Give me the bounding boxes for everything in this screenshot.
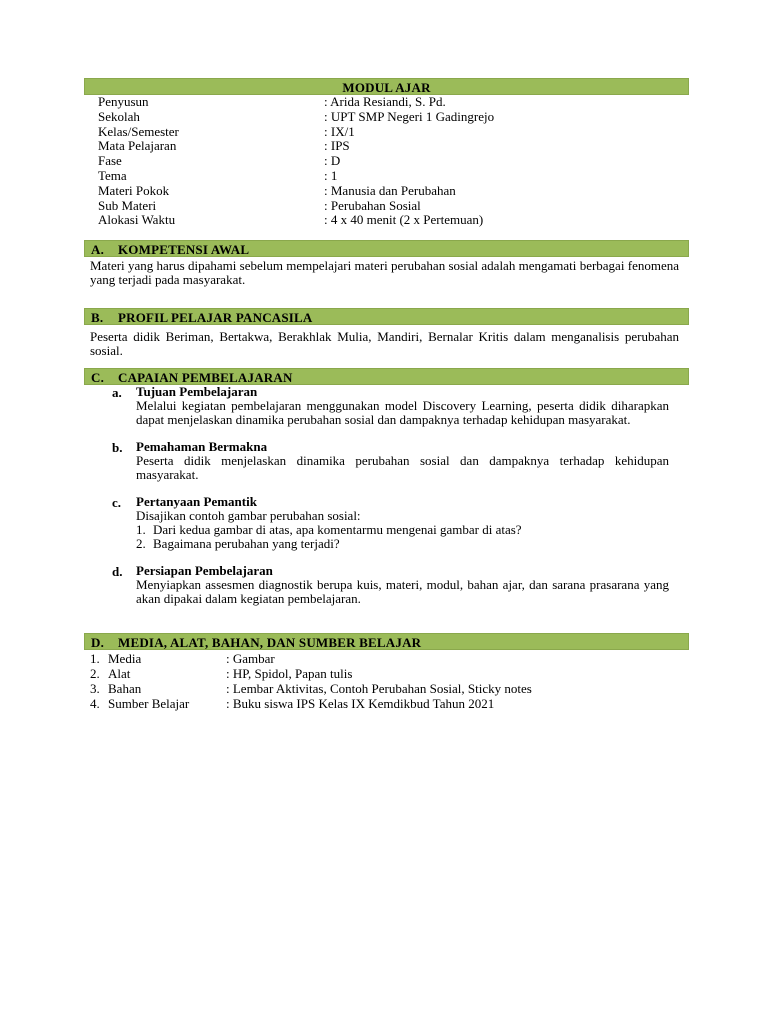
question-number: 1. <box>136 522 146 538</box>
info-row <box>98 169 689 184</box>
info-row <box>98 213 689 228</box>
item-title: Pertanyaan Pemantik <box>136 494 257 510</box>
info-row <box>98 199 689 214</box>
info-key: Materi Pokok <box>98 182 170 198</box>
info-key: Fase <box>98 153 122 169</box>
media-number: 4. <box>90 696 100 712</box>
question-item <box>136 523 669 537</box>
section-b-text: Peserta didik Beriman, Bertakwa, Berakhlak Mulia, Mandiri, Bernalar Kritis dalam menganalisis perubahan sosial. <box>90 329 679 359</box>
item-text: Melalui kegiatan pembelajaran menggunakan model Discovery Learning, peserta didik diharapkan dapat menjelaskan dinamika perubahan sosial dan dampaknya terhadap kehidupan masyarakat. <box>136 398 669 428</box>
module-title-bar <box>84 78 689 95</box>
item-title: Persiapan Pembelajaran <box>136 563 273 579</box>
info-value: : Manusia dan Perubahan <box>324 182 456 198</box>
info-value: : Arida Resiandi, S. Pd. <box>324 94 446 109</box>
section-c-letter: C. <box>91 370 105 386</box>
media-label: Alat <box>108 666 131 682</box>
learning-item <box>112 564 669 606</box>
media-value: : HP, Spidol, Papan tulis <box>226 666 353 682</box>
question-list <box>136 523 669 551</box>
section-b-letter: B. <box>91 310 104 326</box>
document-page <box>84 78 689 711</box>
info-value: : UPT SMP Negeri 1 Gadingrejo <box>324 108 495 124</box>
item-letter: a. <box>112 385 122 401</box>
info-value: : IX/1 <box>324 123 355 139</box>
info-key: Sekolah <box>98 108 140 124</box>
info-value: : 1 <box>324 167 338 183</box>
info-row <box>98 139 689 154</box>
item-letter: c. <box>112 495 122 511</box>
info-value: : D <box>324 153 341 169</box>
media-label: Media <box>108 651 142 667</box>
info-row <box>98 110 689 125</box>
item-letter: b. <box>112 440 123 456</box>
media-row <box>90 681 689 696</box>
question-text: Dari kedua gambar di atas, apa komentarmu mengenai gambar di atas? <box>153 522 522 538</box>
media-number: 1. <box>90 651 100 667</box>
info-key: Tema <box>98 167 127 183</box>
item-title: Tujuan Pembelajaran <box>136 384 258 400</box>
learning-item <box>112 495 669 551</box>
info-key: Sub Materi <box>98 197 157 213</box>
media-value: : Gambar <box>226 651 275 667</box>
item-text: Peserta didik menjelaskan dinamika perubahan sosial dan dampaknya terhadap kehidupan masyarakat. <box>136 453 669 483</box>
learning-item <box>112 440 669 482</box>
question-text: Bagaimana perubahan yang terjadi? <box>153 536 340 552</box>
media-label: Sumber Belajar <box>108 696 190 712</box>
media-row <box>90 696 689 711</box>
item-text: Menyiapkan assesmen diagnostik berupa kuis, materi, modul, bahan ajar, dan sarana prasarana yang akan dipakai dalam kegiatan pembelajaran. <box>136 577 669 607</box>
media-row <box>90 651 689 666</box>
info-value: : IPS <box>324 138 350 154</box>
section-a-title: KOMPETENSI AWAL <box>118 242 250 258</box>
media-number: 2. <box>90 666 100 682</box>
section-a-text: Materi yang harus dipahami sebelum mempelajari materi perubahan sosial adalah mengamati berbagai fenomena yang terjadi pada masyarakat. <box>90 258 679 288</box>
item-text: Disajikan contoh gambar perubahan sosial: <box>136 508 361 524</box>
section-c-title: CAPAIAN PEMBELAJARAN <box>118 370 293 386</box>
section-a-letter: A. <box>91 242 105 258</box>
question-number: 2. <box>136 536 146 552</box>
info-row <box>98 125 689 140</box>
section-b-header <box>84 308 689 325</box>
section-b-title: PROFIL PELAJAR PANCASILA <box>118 310 313 326</box>
info-row <box>98 154 689 169</box>
section-a-header <box>84 240 689 257</box>
section-d-title: MEDIA, ALAT, BAHAN, DAN SUMBER BELAJAR <box>118 635 422 651</box>
section-c-list <box>112 385 669 606</box>
media-value: : Lembar Aktivitas, Contoh Perubahan Sosial, Sticky notes <box>226 681 532 697</box>
info-key: Mata Pelajaran <box>98 138 177 154</box>
item-title: Pemahaman Bermakna <box>136 439 268 455</box>
info-value: : 4 x 40 menit (2 x Pertemuan) <box>324 212 484 228</box>
media-row <box>90 666 689 681</box>
info-row <box>98 184 689 199</box>
info-key: Kelas/Semester <box>98 123 179 139</box>
item-letter: d. <box>112 564 123 580</box>
learning-item <box>112 385 669 427</box>
info-key: Alokasi Waktu <box>98 212 176 228</box>
module-title: MODUL AJAR <box>342 80 431 95</box>
info-value: : Perubahan Sosial <box>324 197 421 213</box>
info-key: Penyusun <box>98 94 149 109</box>
identity-table <box>84 95 689 228</box>
media-list <box>84 651 689 711</box>
section-d-letter: D. <box>91 635 105 651</box>
media-value: : Buku siswa IPS Kelas IX Kemdikbud Tahun 2021 <box>226 696 495 712</box>
section-d-header <box>84 633 689 650</box>
media-label: Bahan <box>108 681 142 697</box>
question-item <box>136 537 669 551</box>
info-row <box>98 95 689 110</box>
section-c-header <box>84 368 689 385</box>
media-number: 3. <box>90 681 100 697</box>
